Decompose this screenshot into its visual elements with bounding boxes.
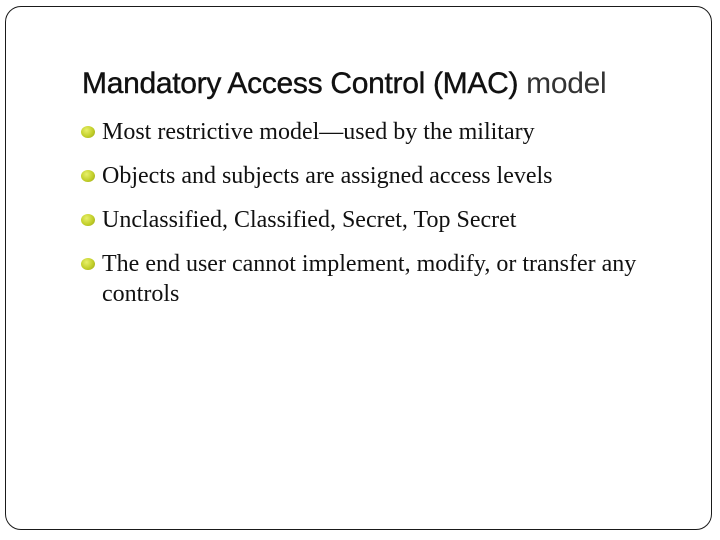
- bullet-text: Unclassified, Classified, Secret, Top Secret: [102, 207, 517, 233]
- bullet-text: Most restrictive model—used by the military: [102, 119, 535, 145]
- bullet-item: [80, 117, 680, 147]
- bullet-dot-icon: [81, 214, 95, 226]
- bullet-item: [80, 205, 680, 235]
- bullet-text: Objects and subjects are assigned access levels: [102, 163, 553, 189]
- bullet-list: [80, 117, 680, 323]
- slide-title-tail: model: [518, 67, 607, 100]
- slide-title: [82, 64, 606, 104]
- bullet-dot-icon: [81, 258, 95, 270]
- slide-title-main: Mandatory Access Control (MAC): [82, 67, 519, 100]
- bullet-dot-icon: [81, 170, 95, 182]
- bullet-text: The end user cannot implement, modify, or transfer any controls: [102, 251, 637, 307]
- bullet-item: [80, 161, 680, 191]
- bullet-item: [80, 249, 642, 309]
- bullet-dot-icon: [81, 126, 95, 138]
